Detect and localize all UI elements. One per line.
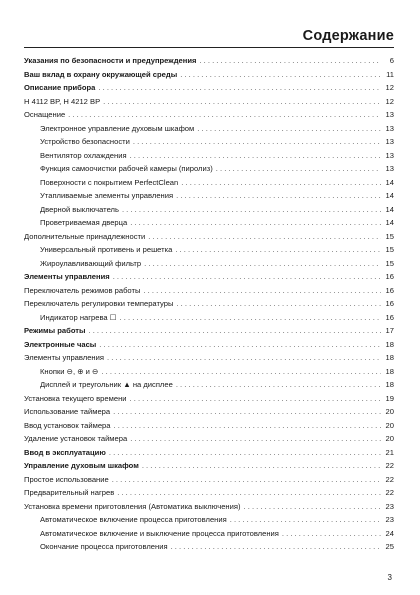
- toc-leader-dots: [230, 515, 381, 524]
- toc-leader-dots: [112, 475, 381, 484]
- toc-entry[interactable]: [24, 218, 394, 227]
- toc-entry-label: Удаление установок таймера: [24, 434, 128, 443]
- toc-leader-dots: [180, 70, 381, 79]
- toc-entry-label: Индикатор нагрева ☐: [40, 312, 117, 322]
- toc-entry[interactable]: [24, 367, 394, 376]
- toc-entry[interactable]: [24, 56, 394, 65]
- toc-entry[interactable]: [24, 515, 394, 524]
- toc-page-number: 13: [385, 150, 394, 160]
- toc-entry[interactable]: [24, 502, 394, 511]
- toc-page-number: 13: [385, 110, 394, 119]
- toc-page-number: 20: [385, 434, 394, 443]
- toc-leader-dots: [88, 326, 381, 335]
- toc-entry-label: Оснащение: [24, 110, 66, 119]
- toc-entry-label: Элементы управления: [24, 272, 110, 281]
- toc-entry[interactable]: [24, 475, 394, 484]
- toc-page-number: 23: [385, 501, 394, 511]
- page-title: Содержание: [302, 28, 394, 44]
- toc-entry[interactable]: [24, 164, 394, 173]
- toc-entry[interactable]: [24, 151, 394, 160]
- toc-leader-dots: [199, 56, 381, 65]
- toc-page-number: 20: [385, 420, 394, 430]
- toc-leader-dots: [176, 299, 381, 308]
- toc-page-number: 22: [385, 474, 394, 484]
- toc-entry[interactable]: [24, 191, 394, 200]
- toc-entry[interactable]: [24, 380, 394, 389]
- toc-leader-dots: [120, 313, 381, 322]
- toc-entry-label: Автоматическое включение процесса приготовления: [40, 515, 227, 524]
- toc-entry[interactable]: [24, 461, 394, 470]
- toc-entry[interactable]: [24, 110, 394, 119]
- toc-page-number: 24: [385, 528, 394, 538]
- toc-page-number: 22: [385, 488, 394, 497]
- toc-entry-label: Утапливаемые элементы управления: [40, 191, 174, 200]
- toc-leader-dots: [130, 394, 381, 403]
- toc-leader-dots: [98, 83, 381, 92]
- toc-entry-label: Ввод в эксплуатацию: [24, 447, 106, 457]
- toc-entry[interactable]: [24, 259, 394, 268]
- toc-entry-label: Установка времени приготовления (Автоматика выключения): [24, 501, 241, 511]
- toc-page-number: 25: [385, 542, 394, 551]
- toc-entry[interactable]: [24, 245, 394, 254]
- toc-leader-dots: [101, 367, 381, 376]
- toc-leader-dots: [175, 245, 381, 254]
- toc-page-number: 14: [385, 191, 394, 200]
- toc-leader-dots: [176, 191, 381, 200]
- toc-entry-label: Простое использование: [24, 474, 109, 484]
- toc-leader-dots: [143, 286, 381, 295]
- toc-page-number: 22: [385, 461, 394, 470]
- toc-entry-label: H 4112 BP, H 4212 BP: [24, 96, 101, 106]
- toc-entry-label: Электронные часы: [24, 339, 97, 349]
- toc-page-number: 15: [385, 258, 394, 268]
- toc-page-number: 18: [385, 380, 394, 389]
- toc-entry-label: Автоматическое включение и выключение процесса приготовления: [40, 528, 279, 538]
- toc-page-number: 21: [385, 447, 394, 457]
- header-rule: [24, 47, 394, 48]
- toc-entry[interactable]: [24, 178, 394, 187]
- toc-entry-label: Устройство безопасности: [40, 137, 130, 146]
- toc-entry[interactable]: [24, 97, 394, 106]
- toc-entry-label: Ваш вклад в охрану окружающей среды: [24, 69, 178, 79]
- toc-leader-dots: [142, 461, 381, 470]
- toc-leader-dots: [171, 542, 381, 551]
- toc-leader-dots: [244, 502, 381, 511]
- toc-leader-dots: [133, 137, 381, 146]
- toc-page-number: 13: [385, 164, 394, 173]
- toc-page-number: 6: [389, 56, 394, 65]
- toc-entry-label: Функция самоочистки рабочей камеры (пиролиз): [40, 164, 213, 173]
- toc-entry-label: Управление духовым шкафом: [24, 461, 139, 470]
- toc-page-number: 18: [385, 353, 394, 362]
- toc-page-number: 14: [385, 218, 394, 227]
- toc-leader-dots: [176, 380, 381, 389]
- toc-page-number: 16: [385, 272, 394, 281]
- toc-entry[interactable]: [24, 542, 394, 551]
- toc-entry[interactable]: [24, 326, 394, 335]
- toc-page-number: 14: [385, 204, 394, 214]
- toc-entry[interactable]: [24, 394, 394, 403]
- toc-entry[interactable]: [24, 205, 394, 214]
- toc-entry[interactable]: [24, 272, 394, 281]
- toc-entry[interactable]: [24, 313, 394, 322]
- toc-entry[interactable]: [24, 448, 394, 457]
- toc-page-number: 11: [386, 69, 394, 79]
- toc-entry-label: Предварительный нагрев: [24, 488, 115, 497]
- toc-page-number: 16: [385, 312, 394, 322]
- toc-page-number: 18: [385, 366, 394, 376]
- toc-page-number: 18: [385, 339, 394, 349]
- toc-page-number: 12: [385, 96, 394, 106]
- toc-entry-label: Универсальный противень и решетка: [40, 245, 173, 254]
- toc-entry-label: Описание прибора: [24, 83, 96, 92]
- toc-page-number: 13: [385, 137, 394, 146]
- toc-leader-dots: [107, 353, 381, 362]
- toc-entry-label: Проветриваемая дверца: [40, 218, 128, 227]
- toc-leader-dots: [99, 340, 381, 349]
- toc-leader-dots: [148, 232, 381, 241]
- toc-entry[interactable]: [24, 434, 394, 443]
- toc-entry[interactable]: [24, 488, 394, 497]
- page-header: [24, 20, 394, 44]
- toc-entry-label: Использование таймера: [24, 407, 111, 416]
- toc-leader-dots: [130, 434, 381, 443]
- toc-entry-label: Жироулавливающий фильтр: [40, 258, 142, 268]
- toc-entry[interactable]: [24, 124, 394, 133]
- toc-leader-dots: [130, 151, 381, 160]
- toc-entry[interactable]: [24, 340, 394, 349]
- toc-leader-dots: [117, 488, 381, 497]
- toc-page-number: 20: [385, 407, 394, 416]
- toc-entry[interactable]: [24, 421, 394, 430]
- toc-entry-label: Ввод установок таймера: [24, 420, 111, 430]
- toc-entry[interactable]: [24, 529, 394, 538]
- toc-leader-dots: [197, 124, 381, 133]
- toc-page-number: 14: [385, 177, 394, 187]
- toc-leader-dots: [282, 529, 381, 538]
- toc-entry[interactable]: [24, 286, 394, 295]
- toc-page-number: 15: [385, 245, 394, 254]
- toc-leader-dots: [103, 97, 381, 106]
- toc-entry[interactable]: [24, 83, 394, 92]
- toc-leader-dots: [181, 178, 381, 187]
- toc-page-number: 16: [385, 285, 394, 295]
- toc-leader-dots: [109, 448, 381, 457]
- toc-page-number: 12: [385, 83, 394, 92]
- toc-entry[interactable]: [24, 137, 394, 146]
- toc-entry-label: Элементы управления: [24, 353, 104, 362]
- toc-entry-label: Кнопки ⊖, ⊕ и ⊖: [40, 366, 99, 376]
- toc-leader-dots: [113, 407, 381, 416]
- toc-entry-label: Окончание процесса приготовления: [40, 542, 168, 551]
- table-of-contents: [24, 56, 394, 551]
- toc-entry-label: Дверной выключатель: [40, 204, 119, 214]
- toc-leader-dots: [68, 110, 381, 119]
- toc-entry[interactable]: [24, 70, 394, 79]
- toc-page-number: 17: [385, 326, 394, 335]
- toc-leader-dots: [113, 272, 381, 281]
- toc-page-number: 19: [385, 393, 394, 403]
- toc-page-number: 13: [385, 123, 394, 133]
- toc-entry-label: Вентилятор охлаждения: [40, 150, 127, 160]
- toc-page-number: 16: [385, 299, 394, 308]
- toc-leader-dots: [144, 259, 381, 268]
- toc-leader-dots: [114, 421, 381, 430]
- toc-entry-label: Установка текущего времени: [24, 393, 127, 403]
- toc-entry-label: Дополнительные принадлежности: [24, 231, 146, 241]
- toc-entry-label: Переключатель регулировки температуры: [24, 299, 174, 308]
- toc-page-number: 15: [385, 231, 394, 241]
- toc-leader-dots: [122, 205, 381, 214]
- toc-leader-dots: [216, 164, 381, 173]
- toc-entry-label: Дисплей и треугольник ▲ на дисплее: [40, 380, 173, 389]
- toc-entry-label: Электронное управление духовым шкафом: [40, 123, 195, 133]
- toc-entry[interactable]: [24, 232, 394, 241]
- toc-entry[interactable]: [24, 299, 394, 308]
- page-number: 3: [387, 573, 392, 582]
- toc-entry-label: Поверхности с покрытием PerfectClean: [40, 177, 179, 187]
- toc-entry-label: Указания по безопасности и предупреждения: [24, 56, 197, 65]
- toc-entry[interactable]: [24, 407, 394, 416]
- toc-leader-dots: [130, 218, 381, 227]
- toc-entry[interactable]: [24, 353, 394, 362]
- toc-entry-label: Переключатель режимов работы: [24, 285, 141, 295]
- toc-page-number: 23: [385, 515, 394, 524]
- toc-entry-label: Режимы работы: [24, 326, 86, 335]
